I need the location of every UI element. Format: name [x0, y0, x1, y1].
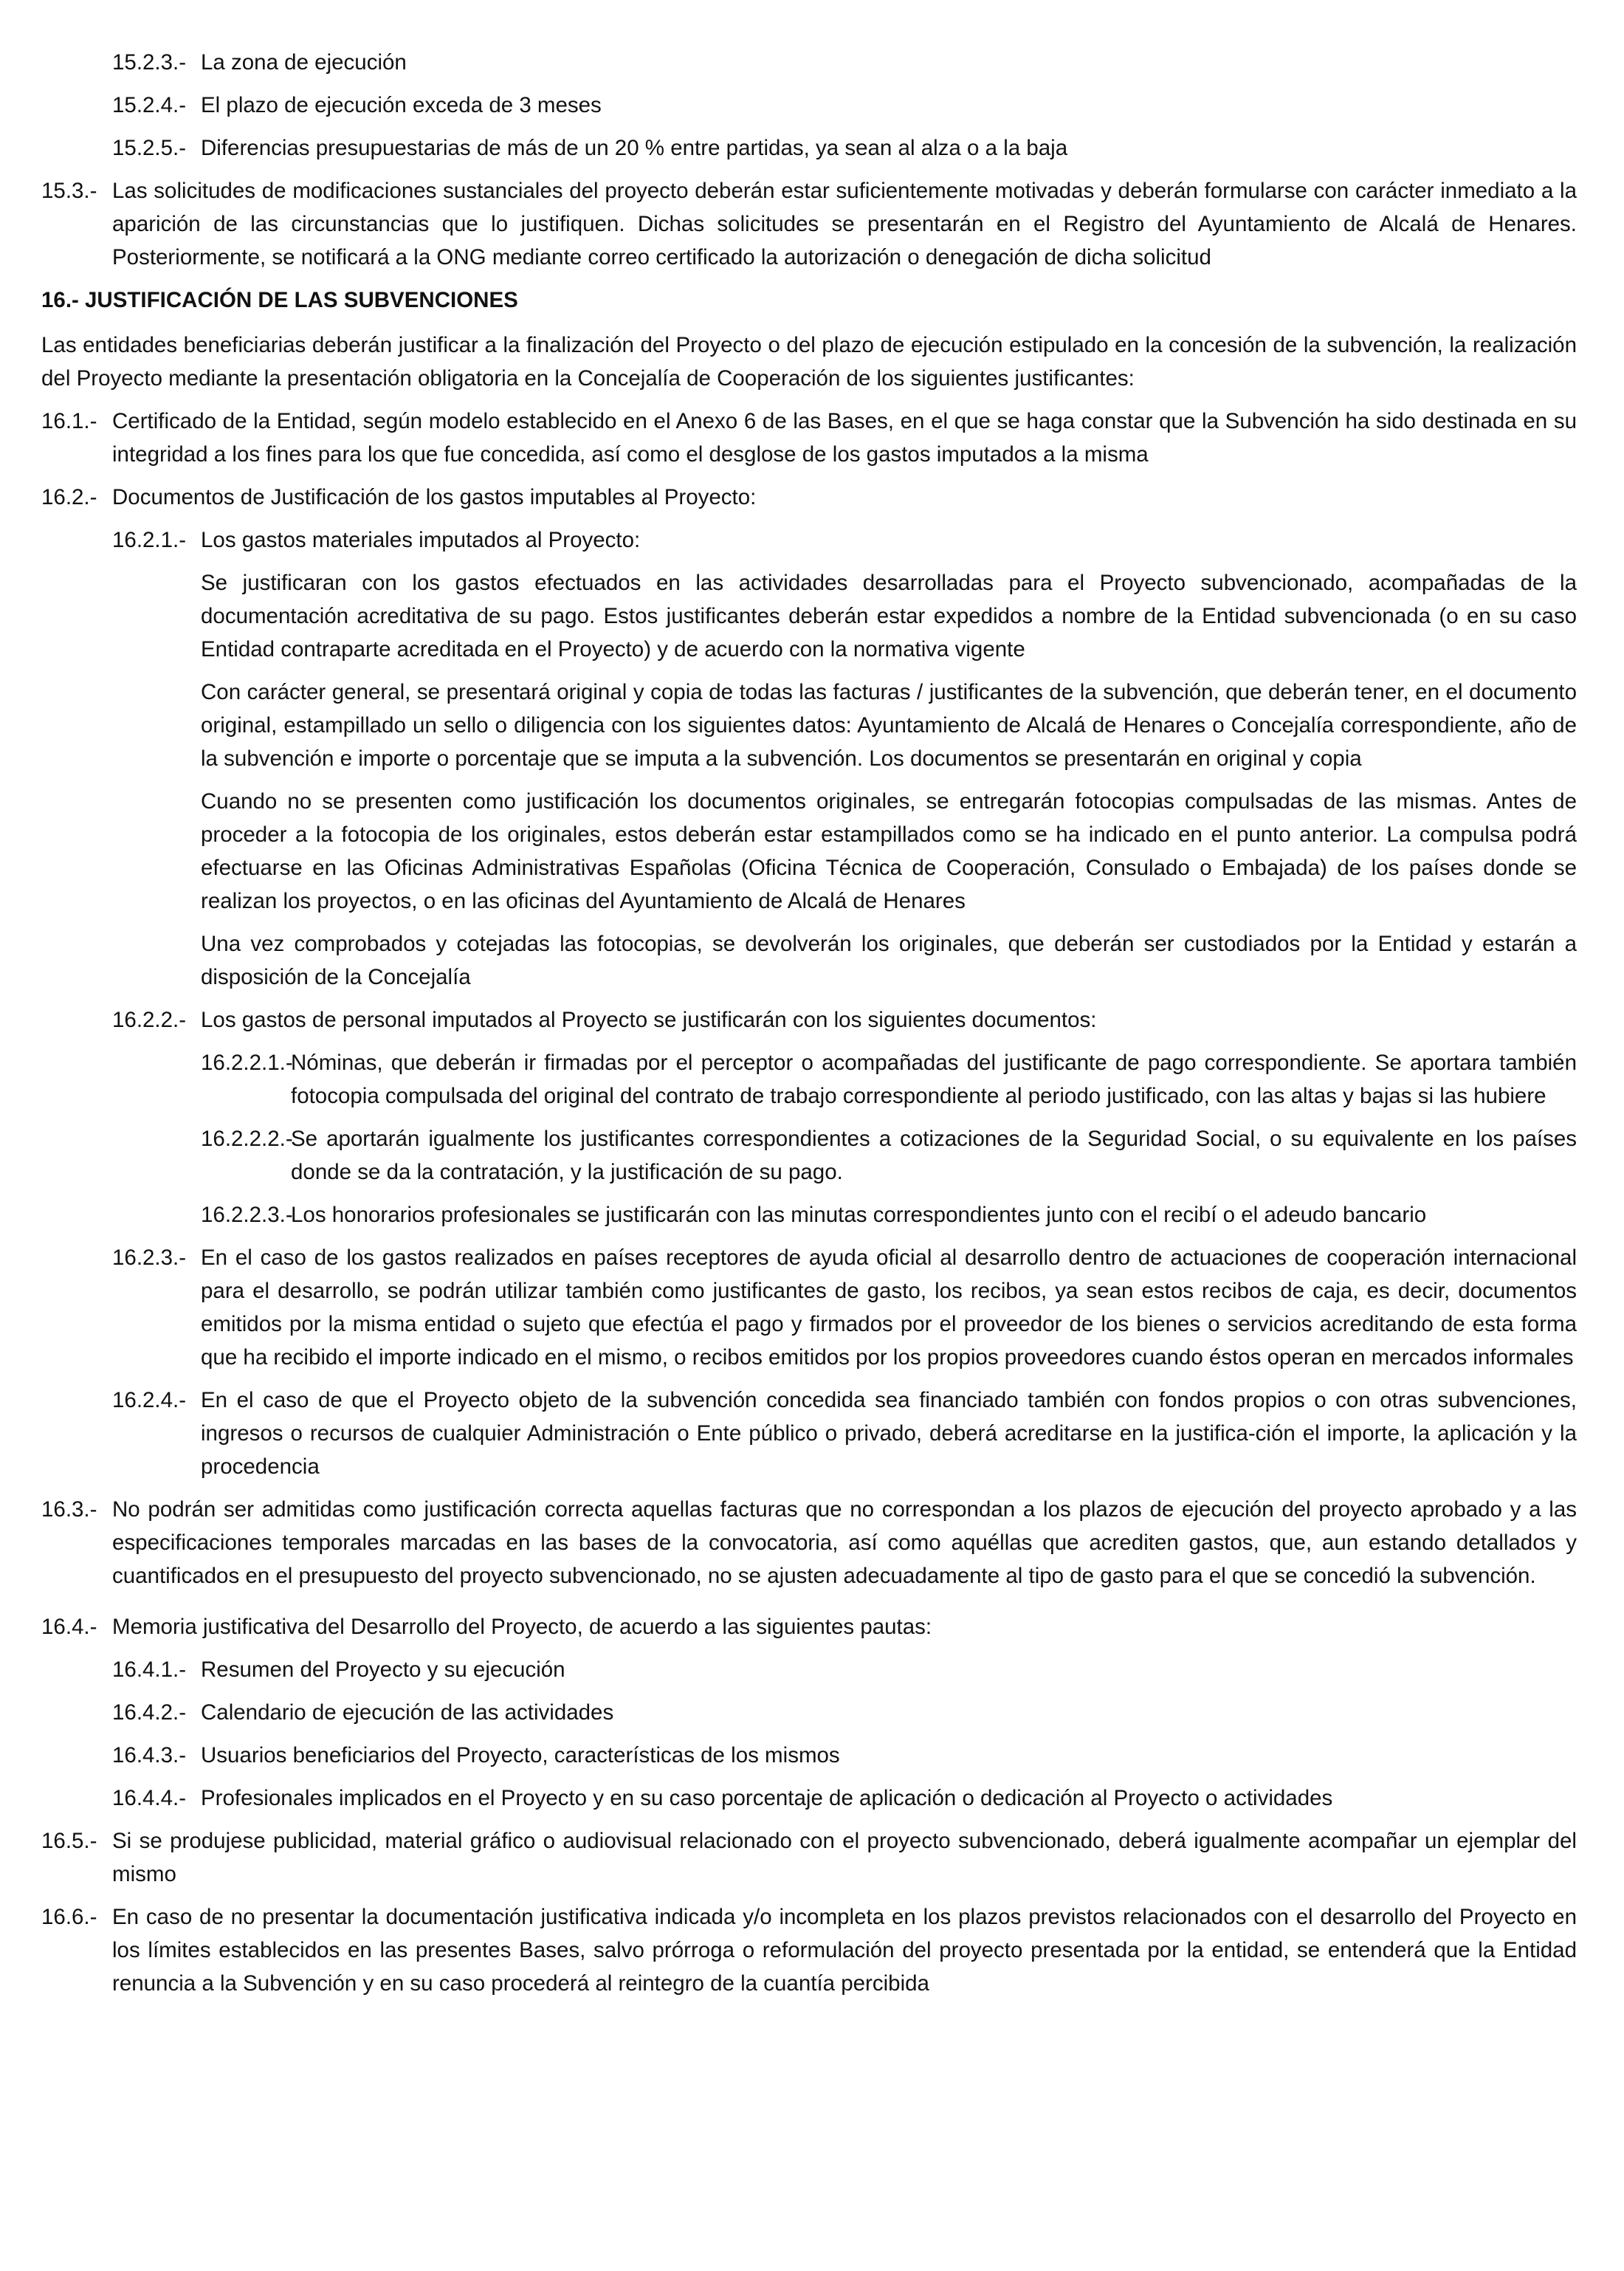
clause-15-2-4	[112, 89, 1577, 122]
clause-16-4-2	[112, 1696, 1577, 1729]
clause-16-3	[41, 1493, 1577, 1593]
clause-number: 15.2.5.-	[112, 136, 187, 160]
clause-16-1	[41, 405, 1577, 471]
clause-15-3	[41, 174, 1577, 274]
clause-text: Documentos de Justificación de los gastos imputables al Proyecto:	[112, 485, 757, 509]
clause-16-4-1	[112, 1653, 1577, 1686]
paragraph: Se justificaran con los gastos efectuados en las actividades desarrolladas para el Proyecto subvencionado, acompañadas de la documentación acreditativa de su pago. Estos justificantes deberán estar expedidos a nombre de la Entidad subvencionada (o en su caso Entidad contraparte acreditada en el Proyecto) y de acuerdo con la normativa vigente	[201, 571, 1577, 662]
clause-text: Diferencias presupuestarias de más de un 20 % entre partidas, ya sean al alza o a la baja	[201, 136, 1068, 160]
clause-text: Se aportarán igualmente los justificantes correspondientes a cotizaciones de la Seguridad Social, o su equivalente en los países donde se da la contratación, y la justificación de su pago.	[291, 1127, 1577, 1184]
clause-16-6	[41, 1900, 1577, 2000]
clause-text: La zona de ejecución	[201, 50, 407, 75]
clause-number: 15.2.3.-	[112, 50, 187, 75]
clause-16-2	[41, 481, 1577, 514]
paragraph: Con carácter general, se presentará original y copia de todas las facturas / justificantes de la subvención, que deberán tener, en el documento original, estampillado un sello o diligencia con los siguientes datos: Ayuntamiento de Alcalá de Henares o Concejalía correspondiente, año de la subvención e importe o porcentaje que se imputa a la subvención. Los documentos se presentarán en original y copia	[201, 680, 1577, 771]
clause-number: 15.3.-	[41, 179, 97, 203]
clause-number: 16.2.-	[41, 485, 97, 509]
document-page	[41, 46, 1577, 2010]
clause-15-2-3	[112, 46, 1577, 79]
clause-16-2-1	[112, 523, 1577, 557]
clause-number: 16.2.2.-	[112, 1008, 187, 1032]
clause-text: Las solicitudes de modificaciones sustanciales del proyecto deberán estar suficientemente motivadas y deberán formularse con carácter inmediato a la aparición de las circunstancias que lo justifiquen. Dichas solicitudes se presentarán en el Registro del Ayuntamiento de Alcalá de Henares. Posteriormente, se notificará a la ONG mediante correo certificado la autorización o denegación de dicha solicitud	[112, 179, 1577, 269]
clause-number: 16.2.2.2.-	[201, 1127, 293, 1151]
clause-text: En caso de no presentar la documentación justificativa indicada y/o incompleta en los plazos previstos relacionados con el desarrollo del Proyecto en los límites establecidos en las presentes Bases, salvo prórroga o reformulación del proyecto presentada por la entidad, se entenderá que la Entidad renuncia a la Subvención y en su caso procederá al reintegro de la cuantía percibida	[112, 1905, 1577, 1996]
clause-text: En el caso de que el Proyecto objeto de la subvención concedida sea financiado también con fondos propios o con otras subvenciones, ingresos o recursos de cualquier Administración o Ente público o privado, deberá acreditarse en la justifica-ción el importe, la aplicación y la procedencia	[201, 1388, 1577, 1479]
clause-16-5	[41, 1824, 1577, 1891]
clause-16-2-2-1	[201, 1046, 1577, 1113]
clause-16-2-3	[112, 1241, 1577, 1374]
clause-text: Los gastos de personal imputados al Proyecto se justificarán con los siguientes documentos:	[201, 1008, 1097, 1032]
paragraph: Una vez comprobados y cotejadas las fotocopias, se devolverán los originales, que deberán ser custodiados por la Entidad y estarán a disposición de la Concejalía	[201, 932, 1577, 989]
clause-text: Memoria justificativa del Desarrollo del Proyecto, de acuerdo a las siguientes pautas:	[112, 1615, 932, 1639]
clause-text: Si se produjese publicidad, material gráfico o audiovisual relacionado con el proyecto subvencionado, deberá igualmente acompañar un ejemplar del mismo	[112, 1829, 1577, 1886]
clause-16-4-3	[112, 1739, 1577, 1772]
clause-number: 16.2.2.3.-	[201, 1203, 293, 1227]
clause-number: 16.2.4.-	[112, 1388, 187, 1412]
clause-text: Profesionales implicados en el Proyecto y en su caso porcentaje de aplicación o dedicación al Proyecto o actividades	[201, 1786, 1333, 1810]
clause-text: Calendario de ejecución de las actividades	[201, 1700, 614, 1725]
clause-number: 16.2.2.1.-	[201, 1051, 293, 1075]
clause-text: Nóminas, que deberán ir firmadas por el perceptor o acompañadas del justificante de pago correspondiente. Se aportara también fotocopia compulsada del original del contrato de trabajo correspondiente al periodo justificado, con las altas y bajas si las hubiere	[291, 1051, 1577, 1108]
clause-text: Certificado de la Entidad, según modelo establecido en el Anexo 6 de las Bases, en el que se haga constar que la Subvención ha sido destinada en su integridad a los fines para los que fue concedida, así como el desglose de los gastos imputados a la misma	[112, 409, 1577, 467]
paragraph: Cuando no se presenten como justificación los documentos originales, se entregarán fotocopias compulsadas de las mismas. Antes de proceder a la fotocopia de los originales, estos deberán estar estampillados como se ha indicado en el punto anterior. La compulsa podrá efectuarse en las Oficinas Administrativas Españolas (Oficina Técnica de Cooperación, Consulado o Embajada) de los países donde se realizan los proyectos, o en las oficinas del Ayuntamiento de Alcalá de Henares	[201, 789, 1577, 913]
clause-text: En el caso de los gastos realizados en países receptores de ayuda oficial al desarrollo dentro de actuaciones de cooperación internacional para el desarrollo, se podrán utilizar también como justificantes de gasto, los recibos, ya sean estos recibos de caja, es decir, documentos emitidos por la misma entidad o sujeto que efectúa el pago y firmados por el proveedor de los bienes o servicios acreditando de esta forma que ha recibido el importe indicado en el mismo, o recibos emitidos por los propios proveedores cuando éstos operan en mercados informales	[201, 1246, 1577, 1370]
clause-number: 16.2.3.-	[112, 1246, 187, 1270]
clause-number: 16.4.3.-	[112, 1743, 187, 1767]
clause-16-2-2-2	[201, 1122, 1577, 1189]
clause-text: Los gastos materiales imputados al Proyecto:	[201, 528, 641, 552]
clause-text: No podrán ser admitidas como justificación correcta aquellas facturas que no correspondan a los plazos de ejecución del proyecto aprobado y a las especificaciones temporales marcadas en las bases de la convocatoria, así como aquéllas que acrediten gastos, que, aun estando detallados y cuantificados en el presupuesto del proyecto subvencionado, no se ajusten adecuadamente al tipo de gasto para el que se concedió la subvención.	[112, 1497, 1577, 1588]
clause-16-2-2-3	[201, 1198, 1577, 1231]
clause-text: Usuarios beneficiarios del Proyecto, características de los mismos	[201, 1743, 840, 1767]
clause-number: 16.3.-	[41, 1497, 97, 1522]
clause-number: 16.6.-	[41, 1905, 97, 1929]
section-16-intro: Las entidades beneficiarias deberán justificar a la finalización del Proyecto o del plazo de ejecución estipulado en la concesión de la subvención, la realización del Proyecto mediante la presentación obligatoria en la Concejalía de Cooperación de los siguientes justificantes:	[41, 333, 1577, 391]
clause-text: El plazo de ejecución exceda de 3 meses	[201, 93, 602, 117]
clause-16-4	[41, 1610, 1577, 1643]
clause-16-4-4	[112, 1782, 1577, 1815]
clause-number: 16.5.-	[41, 1829, 97, 1853]
clause-16-2-2	[112, 1003, 1577, 1037]
clause-number: 16.2.1.-	[112, 528, 187, 552]
clause-16-2-4	[112, 1384, 1577, 1483]
clause-number: 16.4.2.-	[112, 1700, 187, 1725]
clause-number: 16.4.1.-	[112, 1657, 187, 1682]
clause-number: 16.4.-	[41, 1615, 97, 1639]
clause-text: Resumen del Proyecto y su ejecución	[201, 1657, 565, 1682]
section-16-heading: 16.- JUSTIFICACIÓN DE LAS SUBVENCIONES	[41, 288, 518, 312]
clause-15-2-5	[112, 131, 1577, 165]
clause-number: 15.2.4.-	[112, 93, 187, 117]
clause-number: 16.4.4.-	[112, 1786, 187, 1810]
clause-number: 16.1.-	[41, 409, 97, 433]
clause-text: Los honorarios profesionales se justificarán con las minutas correspondientes junto con el recibí o el adeudo bancario	[291, 1203, 1427, 1227]
